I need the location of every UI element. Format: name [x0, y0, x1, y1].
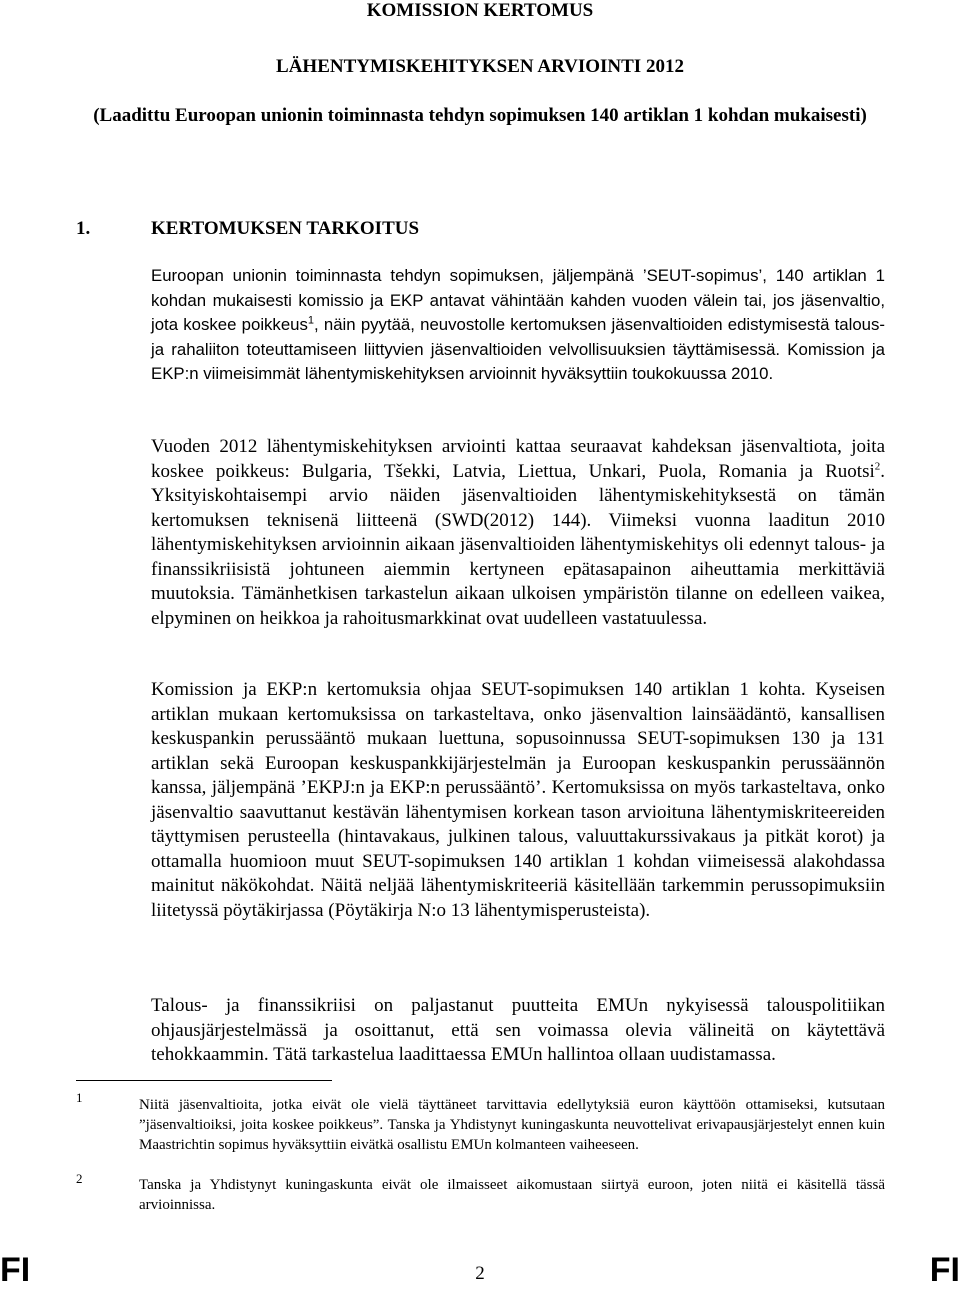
- footnote-ref-1[interactable]: 1: [307, 314, 315, 327]
- footnote-text: Tanska ja Yhdistynyt kuningaskunta eivät ole ilmaisseet aikomustaan siirtyä euroon, joten niitä ei käsitellä tässä arvioinnissa.: [139, 1177, 885, 1213]
- paragraph-text: Euroopan unionin toiminnasta tehdyn sopimuksen, jäljempänä ’SEUT-sopimus’, 140 artiklan 1 kohdan mukaisesti komissio ja EKP antavat vähintään kahden vuoden välein tai, jos jäsenvaltio, jota koskee poikkeus: [151, 266, 885, 334]
- document-title: KOMISSION KERTOMUS: [366, 0, 594, 21]
- paragraph-text: , näin pyytää, neuvostolle kertomuksen jäsenvaltioiden edistymisestä talous- ja rahaliiton toteuttamiseen liittyvien jäsenvaltioiden velvollisuuksien täyttämisessä. Komission ja EKP:n viimeisimmät lähentymiskehityksen arvioinnit hyväksyttiin toukokuussa 2010.: [151, 315, 885, 383]
- footnote-number: 1: [76, 1090, 83, 1105]
- language-code-right: FI: [929, 1251, 960, 1289]
- document-subtitle: LÄHENTYMISKEHITYKSEN ARVIOINTI 2012: [276, 56, 684, 77]
- footnote-separator: [76, 1080, 332, 1081]
- section-title: KERTOMUKSEN TARKOITUS: [151, 218, 420, 239]
- page-number: 2: [475, 1263, 485, 1284]
- paragraph-legal-framework: Komission ja EKP:n kertomuksia ohjaa SEUT-sopimuksen 140 artiklan 1 kohta. Kyseisen artiklan mukaan kertomuksissa on tarkasteltava, onko jäsenvaltion lainsäädäntö, kansallisen keskuspankin perussääntö mukaan luettuna, sopusoinnussa SEUT-sopimuksen 130 ja 131 artiklan sekä Euroopan keskuspankkijärjestelmän ja Euroopan keskuspankin perussäännön kanssa, jäljempänä ’EKPJ:n ja EKP:n perussääntö’. Kertomuksissa on myös tarkasteltava, onko jäsenvaltio saavuttanut kestävän lähentymisen korkean tason arvioituna lähentymiskriteereiden täyttymisen perusteella (hintavakaus, julkinen talous, valuuttakurssivakaus ja pitkät korot) ja ottamalla huomioon muut SEUT-sopimuksen 140 artiklan 1 kohdan viimeisessä alakohdassa mainitut näkökohdat. Näitä neljää lähentymiskriteeriä käsitellään tarkemmin perussopimuksiin liitetyssä pöytäkirjassa (Pöytäkirja N:o 13 lähentymisperusteista).: [151, 679, 885, 921]
- footnote-ref-2[interactable]: 2: [874, 460, 881, 473]
- paragraph-text: Vuoden 2012 lähentymiskehityksen arviointi kattaa seuraavat kahdeksan jäsenvaltiota, joita koskee poikkeus: Bulgaria, Tšekki, Latvia, Liettua, Unkari, Puola, Romania ja Ruotsi: [151, 436, 885, 482]
- paragraph-crisis: Talous- ja finanssikriisi on paljastanut puutteita EMUn nykyisessä talouspolitiikan ohjausjärjestelmässä ja osoittanut, että sen voimassa olevia välineitä on käytettävä tehokkaammin. Tätä tarkastelua laadittaessa EMUn hallintoa ollaan uudistamassa.: [151, 995, 885, 1065]
- footnote-number: 2: [76, 1171, 83, 1186]
- section-number: 1.: [76, 218, 91, 239]
- paragraph-purpose: [151, 264, 885, 387]
- paragraph-scope: [151, 435, 885, 631]
- legal-basis-note: (Laadittu Euroopan unionin toiminnasta tehdyn sopimuksen 140 artiklan 1 kohdan mukaisesti): [93, 105, 867, 126]
- footnote-text: Niitä jäsenvaltioita, jotka eivät ole vielä täyttäneet tarvittavia edellytyksiä euron käyttöön ottamiseksi, kutsutaan ”jäsenvaltioiksi, joita koskee poikkeus”. Tanska ja Yhdistynyt kuningaskunta neuvottelivat erivapausjärjestelyt ennen kuin Maastrichtin sopimus hyväksyttiin eivätkä osallistu EMUn kolmanteen vaiheeseen.: [139, 1097, 885, 1153]
- paragraph-text: . Yksityiskohtaisempi arvio näiden jäsenvaltioiden lähentymiskehityksestä on tämän kertomuksen teknisenä liitteenä (SWD(2012) 144). Viimeksi vuonna laaditun 2010 lähentymiskehityksen arvioinnin aikaan jäsenvaltioiden lähentymiskehitys oli edennyt talous- ja finanssikriisistä johtuneen aiemmin kertyneen epätasapainon aiheuttamia merkittäviä muutoksia. Tämänhetkisen tarkastelun aikaan ulkoisen ympäristön tilanne on edelleen vaikea, elpyminen on heikkoa ja rahoitusmarkkinat ovat uudelleen vastatuulessa.: [151, 460, 885, 629]
- language-code-left: FI: [0, 1251, 31, 1289]
